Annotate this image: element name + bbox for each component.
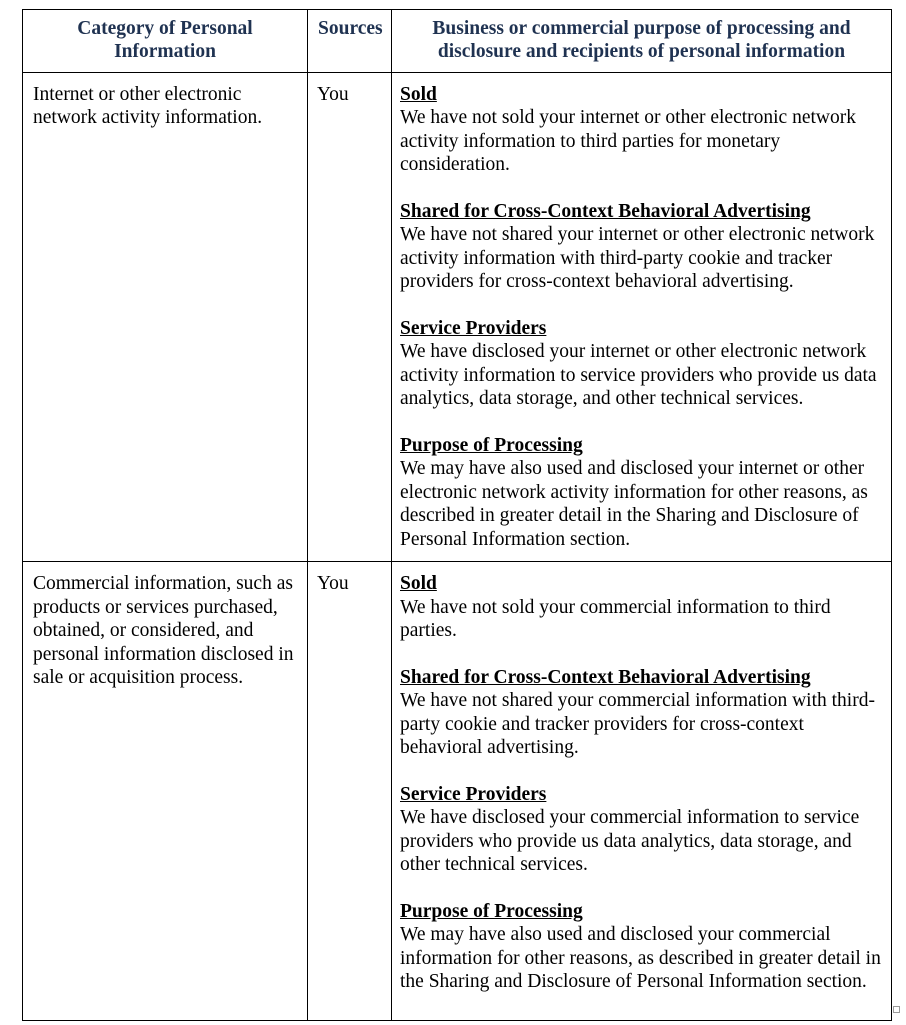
category-cell: Internet or other electronic network activity information. — [23, 72, 308, 561]
purpose-section — [400, 572, 881, 642]
purpose-section — [400, 200, 881, 294]
table-resize-handle[interactable] — [893, 1006, 900, 1013]
section-body: We may have also used and disclosed your internet or other electronic network activity information for other reasons, as described in greater detail in the Sharing and Disclosure of Personal Information section. — [400, 458, 868, 550]
purpose-section — [400, 666, 881, 760]
table-row — [23, 562, 892, 1021]
section-heading: Shared for Cross-Context Behavioral Advertising — [400, 200, 811, 222]
section-heading: Service Providers — [400, 783, 547, 805]
header-purpose: Business or commercial purpose of processing and disclosure and recipients of personal information — [392, 10, 892, 73]
sources-cell: You — [308, 562, 392, 1021]
header-category: Category of Personal Information — [23, 10, 308, 73]
section-body: We have disclosed your internet or other electronic network activity information to service providers who provide us data analytics, data storage, and other technical services. — [400, 341, 877, 410]
section-heading: Purpose of Processing — [400, 434, 583, 456]
table-header-row — [23, 10, 892, 73]
personal-information-table — [22, 9, 892, 1021]
purpose-section — [400, 783, 881, 877]
section-body: We have not sold your commercial information to third parties. — [400, 596, 831, 642]
section-heading: Shared for Cross-Context Behavioral Advertising — [400, 666, 811, 688]
section-body: We have not sold your internet or other electronic network activity information to third parties for monetary consideration. — [400, 107, 856, 176]
purpose-cell — [392, 72, 892, 561]
section-heading: Service Providers — [400, 317, 547, 339]
section-heading: Purpose of Processing — [400, 900, 583, 922]
section-heading: Sold — [400, 83, 437, 105]
category-cell: Commercial information, such as products or services purchased, obtained, or considered, and personal information disclosed in sale or acquisition process. — [23, 562, 308, 1021]
purpose-section — [400, 434, 881, 551]
purpose-section — [400, 83, 881, 177]
section-body: We may have also used and disclosed your commercial information for other reasons, as described in greater detail in the Sharing and Disclosure of Personal Information section. — [400, 924, 881, 992]
header-sources: Sources — [308, 10, 392, 73]
section-body: We have not shared your commercial information with third-party cookie and tracker providers for cross-context behavioral advertising. — [400, 690, 875, 759]
section-body: We have not shared your internet or other electronic network activity information with third-party cookie and tracker providers for cross-context behavioral advertising. — [400, 224, 875, 293]
sources-cell: You — [308, 72, 392, 561]
purpose-section — [400, 900, 881, 994]
table-row — [23, 72, 892, 561]
section-heading: Sold — [400, 573, 437, 595]
purpose-cell — [392, 562, 892, 1021]
purpose-section — [400, 317, 881, 411]
section-body: We have disclosed your commercial information to service providers who provide us data analytics, data storage, and other technical services. — [400, 807, 860, 876]
